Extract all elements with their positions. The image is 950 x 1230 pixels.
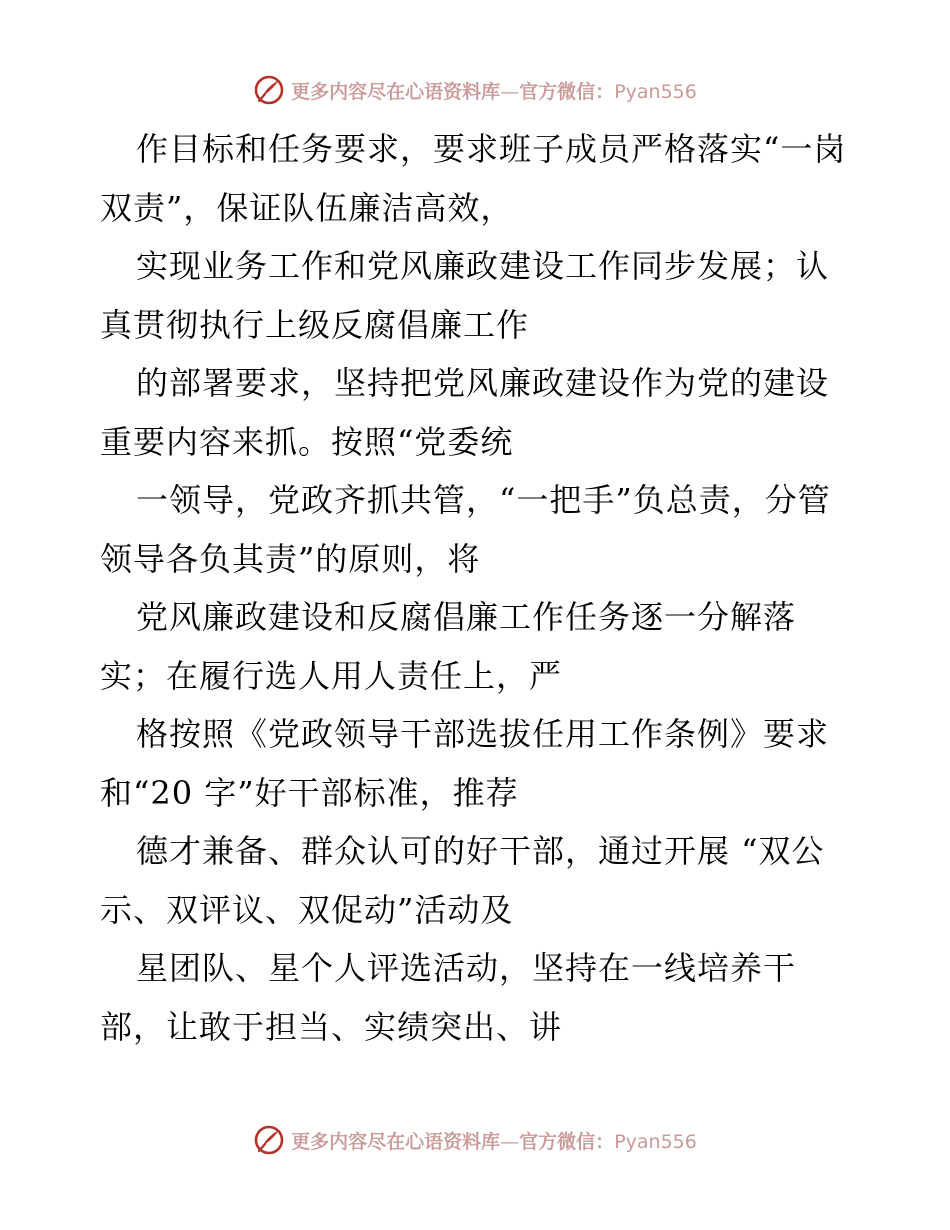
banner-wechat-id: Pyan556 — [614, 80, 697, 103]
paragraph — [100, 354, 860, 471]
paragraph — [100, 120, 860, 237]
paragraph-line: 重要内容来抓。按照“党委统 — [100, 422, 514, 461]
banner-wechat-id: Pyan556 — [614, 1130, 697, 1153]
paragraph-line: 星团队、星个人评选活动，坚持在一线培养干 — [136, 949, 797, 987]
paragraph-line: 真贯彻执行上级反腐倡廉工作 — [100, 305, 530, 344]
paragraph-line: 实现业务工作和党风廉政建设工作同步发展；认 — [136, 247, 830, 285]
paragraph-line: 党风廉政建设和反腐倡廉工作任务逐一分解落 — [136, 598, 797, 636]
quill-logo-icon — [253, 1124, 285, 1156]
paragraph-line: 公示、双评议、双促动”活动及 — [100, 832, 825, 929]
banner-title: 更多内容尽在心语资料库 — [291, 1130, 501, 1153]
banner-separator: — — [500, 1130, 520, 1153]
banner-wechat-label: 官方微信： — [519, 1130, 615, 1153]
banner-text — [291, 1127, 697, 1154]
banner-separator: — — [500, 80, 520, 103]
header-banner — [0, 70, 950, 110]
banner-text — [291, 77, 697, 104]
footer-banner — [0, 1120, 950, 1160]
document-body — [100, 120, 860, 1056]
paragraph-line: 部，让敢于担当、实绩突出、讲 — [100, 1007, 563, 1046]
paragraph-line: 作目标和任务要求，要求班子成员严格落实“一 — [136, 130, 814, 168]
paragraph-line: 的部署要求，坚持把党风廉政建设作为党的建设 — [136, 364, 830, 402]
paragraph-line: 和“20 字”好干部标准，推荐 — [100, 773, 519, 812]
banner-title: 更多内容尽在心语资料库 — [291, 80, 501, 103]
paragraph-line: 一领导，党政齐抓共管，“一把手”负总责，分 — [136, 481, 798, 519]
paragraph-line: 管领导各负其责”的原则，将 — [100, 481, 831, 578]
paragraph-line: 实；在履行选人用人责任上，严 — [100, 656, 563, 695]
quill-logo-icon — [253, 74, 285, 106]
paragraph-line: 格按照《党政领导干部选拔任用工作条例》要求 — [136, 715, 830, 753]
paragraph — [100, 237, 860, 354]
paragraph-line: 岗双责”，保证队伍廉洁高效， — [100, 130, 847, 227]
paragraph — [100, 822, 860, 939]
paragraph — [100, 471, 860, 588]
paragraph — [100, 588, 860, 705]
paragraph — [100, 705, 860, 822]
banner-wechat-label: 官方微信： — [519, 80, 615, 103]
paragraph — [100, 939, 860, 1056]
paragraph-line: 德才兼备、群众认可的好干部，通过开展 “双 — [136, 832, 792, 870]
